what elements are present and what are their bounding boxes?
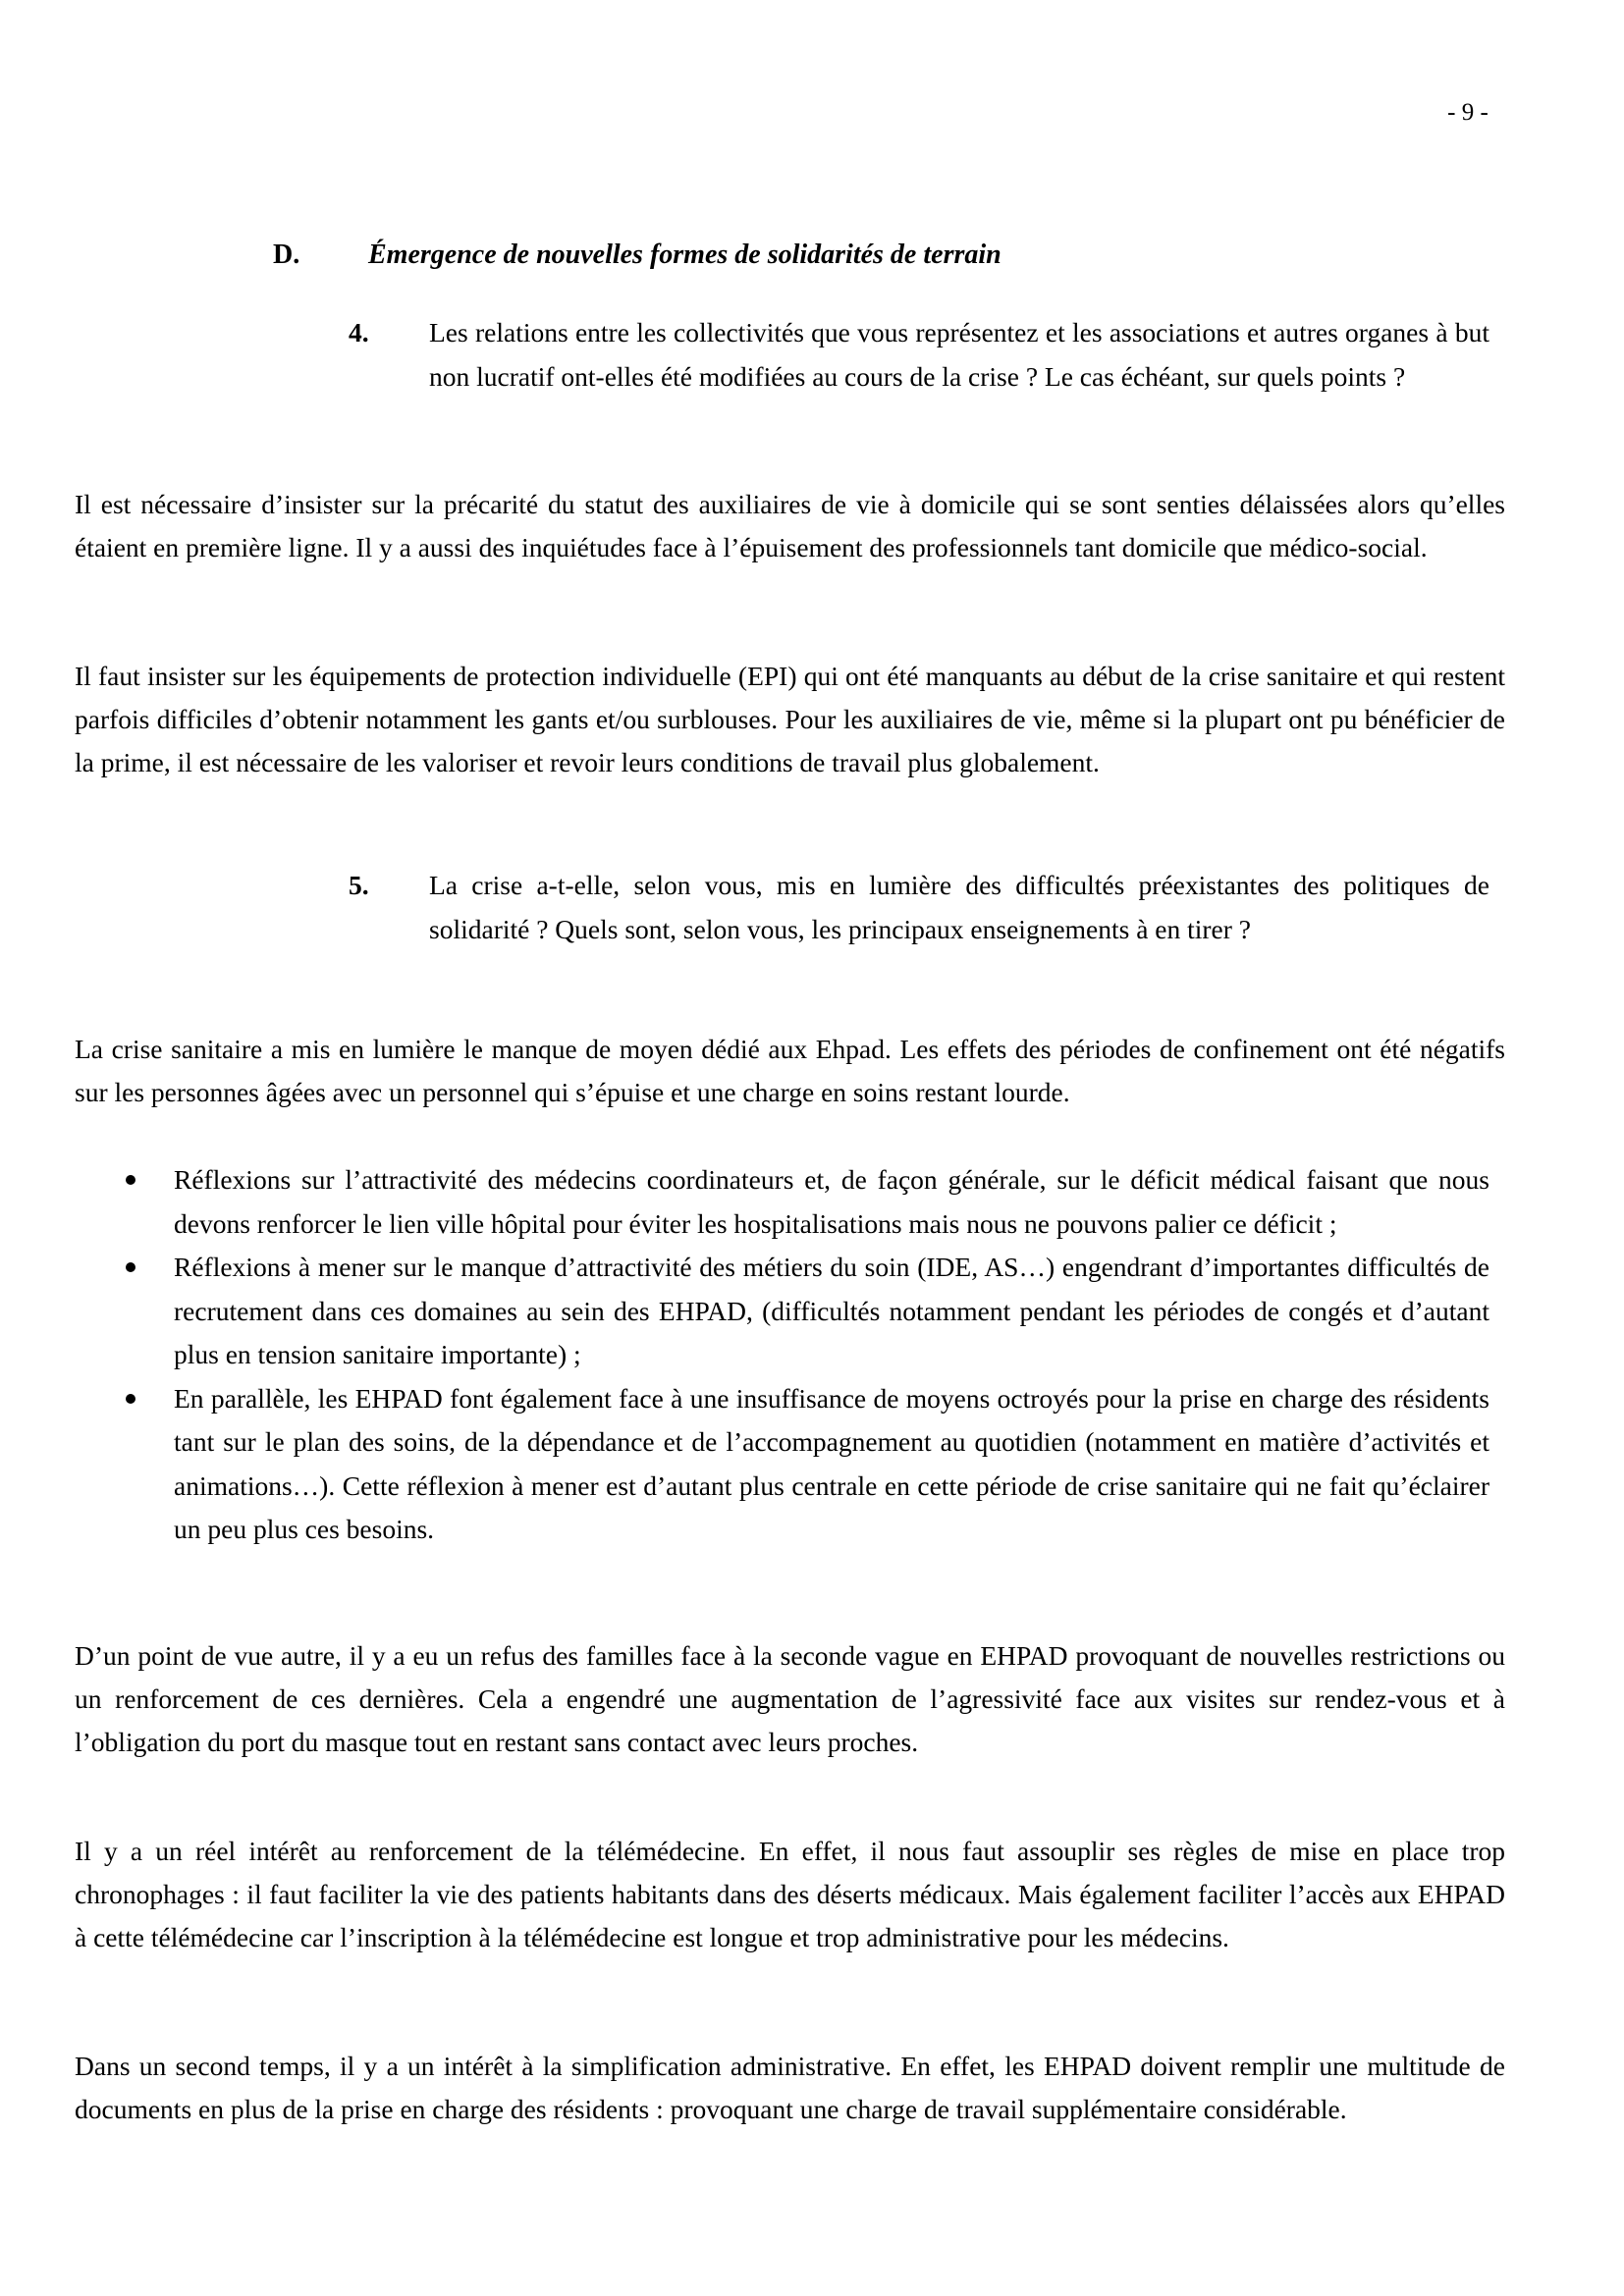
section-letter: D. [273,240,300,270]
question-4 [349,311,1489,399]
answer-paragraph: Il est nécessaire d’insister sur la précarité du statut des auxiliaires de vie à domicile qui se sont senties délaissées alors qu’elles étaient en première ligne. Il y a aussi des inquiétudes face à l’épuisement des professionnels tant domicile que médico-social. [75,489,1505,562]
answer-paragraph: Dans un second temps, il y a un intérêt à la simplification administrative. En effet, les EHPAD doivent remplir une multitude de documents en plus de la prise en charge des résidents : provoquant une charge de travail supplémentaire considérable. [75,2051,1505,2124]
question-text: Les relations entre les collectivités que vous représentez et les associations et autres organes à but non lucratif ont-elles été modifiées au cours de la crise ? Le cas échéant, sur quels points ? [429,317,1489,392]
list-item-text: Réflexions à mener sur le manque d’attractivité des métiers du soin (IDE, AS…) engendrant d’importantes difficultés de recrutement dans ces domaines au sein des EHPAD, (difficultés notamment pendant les périodes de congés et d’autant plus en tension sanitaire importante) ; [174,1252,1489,1369]
list-item [75,1377,1489,1552]
list-item-text: En parallèle, les EHPAD font également face à une insuffisance de moyens octroyés pour la prise en charge des résidents tant sur le plan des soins, de la dépendance et de l’accompagnement au quotidien (notamment en matière d’activités et animations…). Cette réflexion à mener est d’autant plus centrale en cette période de crise sanitaire qui ne fait qu’éclairer un peu plus ces besoins. [174,1382,1489,1544]
question-number: 4. [349,317,369,347]
question-text: La crise a-t-elle, selon vous, mis en lumière des difficultés préexistantes des politiques de solidarité ? Quels sont, selon vous, les principaux enseignements à en tirer ? [429,870,1489,944]
page-number: - 9 - [1447,99,1489,126]
answer-paragraph: Il faut insister sur les équipements de protection individuelle (EPI) qui ont été manquants au début de la crise sanitaire et qui restent parfois difficiles d’obtenir notamment les gants et/ou surblouses. Pour les auxiliaires de vie, même si la plupart ont pu bénéficier de la prime, il est nécessaire de les valoriser et revoir leurs conditions de travail plus globalement. [75,661,1505,777]
question-number: 5. [349,870,369,900]
list-item [75,1158,1489,1246]
answer-paragraph: Il y a un réel intérêt au renforcement de la télémédecine. En effet, il nous faut assouplir ses règles de mise en place trop chronophages : il faut faciliter la vie des patients habitants dans des déserts médicaux. Mais également faciliter l’accès aux EHPAD à cette télémédecine car l’inscription à la télémédecine est longue et trop administrative pour les médecins. [75,1836,1505,1952]
section-title: Émergence de nouvelles formes de solidarités de terrain [368,240,1001,270]
bullet-icon [126,1175,135,1185]
list-item [75,1246,1489,1377]
bullet-icon [126,1262,135,1272]
question-5 [349,864,1489,951]
bullet-list [75,1158,1489,1552]
section-heading [273,236,1500,275]
bullet-icon [126,1394,135,1404]
answer-paragraph: La crise sanitaire a mis en lumière le manque de moyen dédié aux Ehpad. Les effets des périodes de confinement ont été négatifs sur les personnes âgées avec un personnel qui s’épuise et une charge en soins restant lourde. [75,1034,1505,1107]
list-item-text: Réflexions sur l’attractivité des médecins coordinateurs et, de façon générale, sur le déficit médical faisant que nous devons renforcer le lien ville hôpital pour éviter les hospitalisations mais nous ne pouvons palier ce déficit ; [174,1164,1489,1239]
answer-paragraph: D’un point de vue autre, il y a eu un refus des familles face à la seconde vague en EHPAD provoquant de nouvelles restrictions ou un renforcement de ces dernières. Cela a engendré une augmentation de l’agressivité face aux visites sur rendez-vous et à l’obligation du port du masque tout en restant sans contact avec leurs proches. [75,1640,1505,1757]
